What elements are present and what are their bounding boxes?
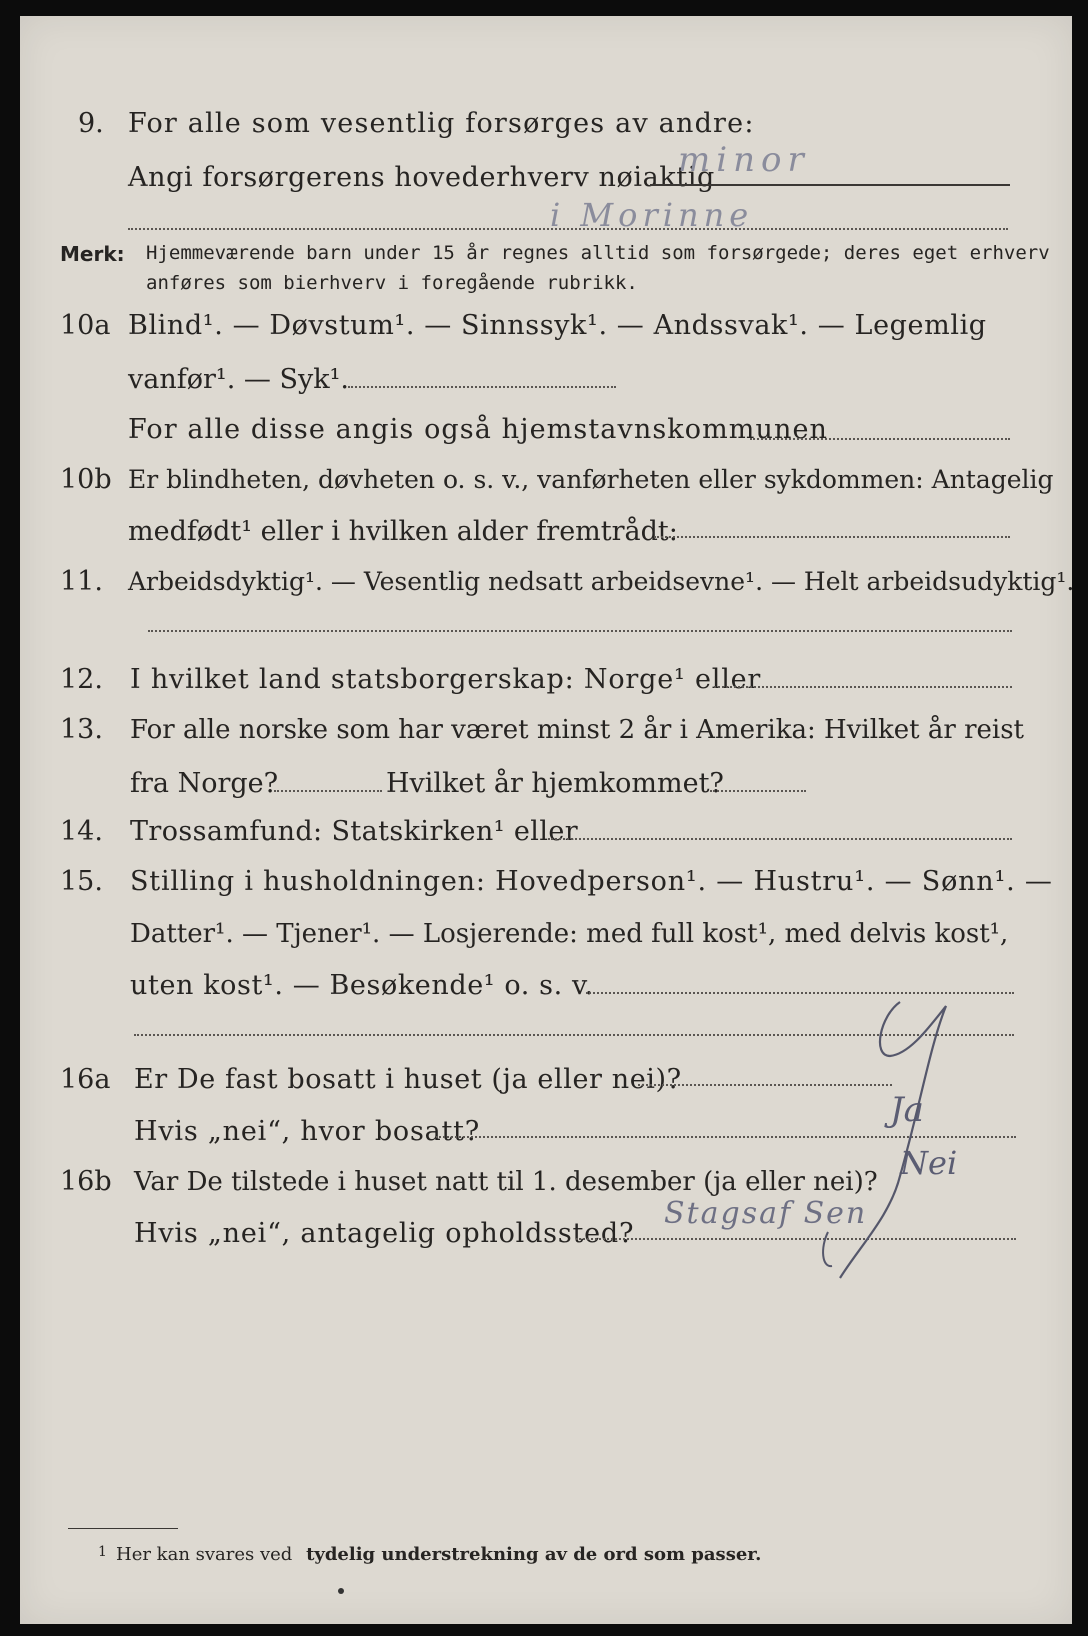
handwritten-answer: Stagsaf Sen xyxy=(664,1196,868,1231)
question-text: Angi forsørgerens hovederhverv nøiaktig xyxy=(128,162,715,193)
question-text: Hvilket år hjemkommet? xyxy=(386,768,724,799)
handwritten-answer: i Morinne xyxy=(550,196,754,234)
question-text: For alle disse angis også hjemstavnskommunen xyxy=(128,414,829,445)
question-number: 10b xyxy=(60,464,112,495)
merk-text: anføres som bierhverv i foregående rubrikk. xyxy=(146,272,638,294)
question-text: fra Norge? xyxy=(130,768,279,799)
answer-line xyxy=(710,790,806,792)
merk-text: Hjemmeværende barn under 15 år regnes alltid som forsørgede; deres eget erhverv xyxy=(146,242,1050,264)
answer-line xyxy=(650,184,1010,186)
question-text: Datter¹. — Tjener¹. — Losjerende: med full kost¹, med delvis kost¹, xyxy=(130,919,1009,949)
question-14 xyxy=(20,812,1072,852)
question-number: 12. xyxy=(60,664,103,695)
question-text: Hvis „nei“, antagelig opholdssted? xyxy=(134,1218,635,1249)
printers-dot xyxy=(338,1588,344,1594)
handwritten-answer: minor xyxy=(678,140,810,180)
footnote xyxy=(98,1544,762,1565)
question-number: 10a xyxy=(60,310,111,341)
question-text: Er blindheten, døvheten o. s. v., vanførheten eller sykdommen: Antagelig xyxy=(128,465,1054,494)
question-10b xyxy=(20,460,1072,500)
question-9 xyxy=(20,104,1072,144)
answer-line xyxy=(274,790,382,792)
handwritten-answer: Nei xyxy=(900,1144,958,1182)
footnote-bold: tydelig understrekning av de ord som passer. xyxy=(306,1544,762,1565)
question-13-line-2 xyxy=(20,764,1072,804)
handwritten-answer: Ja xyxy=(890,1090,924,1130)
question-text: Er De fast bosatt i huset (ja eller nei)? xyxy=(134,1064,682,1095)
question-text: vanfør¹. — Syk¹. xyxy=(128,364,349,395)
answer-line xyxy=(750,438,1010,440)
census-form-page xyxy=(20,16,1075,1624)
question-text: Trossamfund: Statskirken¹ eller xyxy=(130,816,579,847)
question-12 xyxy=(20,660,1072,700)
question-number: 16b xyxy=(60,1166,112,1197)
footnote-marker: 1 xyxy=(98,1544,107,1560)
answer-line xyxy=(714,686,1012,688)
question-text: Blind¹. — Døvstum¹. — Sinnssyk¹. — Andssvak¹. — Legemlig xyxy=(128,310,987,341)
question-number: 11. xyxy=(60,566,103,597)
footnote-plain: Her kan svares ved xyxy=(116,1544,293,1565)
question-text: For alle norske som har været minst 2 år i Amerika: Hvilket år reist xyxy=(130,715,1024,745)
question-number: 15. xyxy=(60,866,103,897)
question-9-line-2 xyxy=(20,158,1072,198)
question-10a-line-2 xyxy=(20,360,1072,400)
handwritten-bracket-stroke xyxy=(780,986,1010,1326)
question-text: medfødt¹ eller i hvilken alder fremtrådt: xyxy=(128,516,678,547)
question-text: Stilling i husholdningen: Hovedperson¹. — Hustru¹. — Sønn¹. — xyxy=(130,866,1053,897)
question-number: 9. xyxy=(78,108,104,139)
question-text: Var De tilstede i huset natt til 1. desember (ja eller nei)? xyxy=(134,1167,878,1197)
question-10a xyxy=(20,306,1072,346)
question-10b-line-2 xyxy=(20,512,1072,552)
question-text: I hvilket land statsborgerskap: Norge¹ eller xyxy=(130,664,762,695)
question-text: For alle som vesentlig forsørges av andre: xyxy=(128,108,755,139)
question-text: Hvis „nei“, hvor bosatt? xyxy=(134,1116,481,1147)
answer-line xyxy=(654,536,1010,538)
answer-line xyxy=(148,630,1012,632)
merk-label: Merk: xyxy=(60,242,125,266)
question-number: 14. xyxy=(60,816,103,847)
question-text: uten kost¹. — Besøkende¹ o. s. v. xyxy=(130,970,594,1001)
answer-line xyxy=(348,386,616,388)
question-number: 13. xyxy=(60,714,103,745)
question-number: 16a xyxy=(60,1064,111,1095)
question-13 xyxy=(20,710,1072,750)
question-15-line-2 xyxy=(20,914,1072,954)
answer-line xyxy=(548,838,1012,840)
question-text: Arbeidsdyktig¹. — Vesentlig nedsatt arbeidsevne¹. — Helt arbeidsudyktig¹. xyxy=(128,567,1075,596)
question-15 xyxy=(20,862,1072,902)
question-11 xyxy=(20,562,1075,602)
question-10a-line-3 xyxy=(20,410,1072,450)
footnote-rule xyxy=(68,1528,178,1529)
